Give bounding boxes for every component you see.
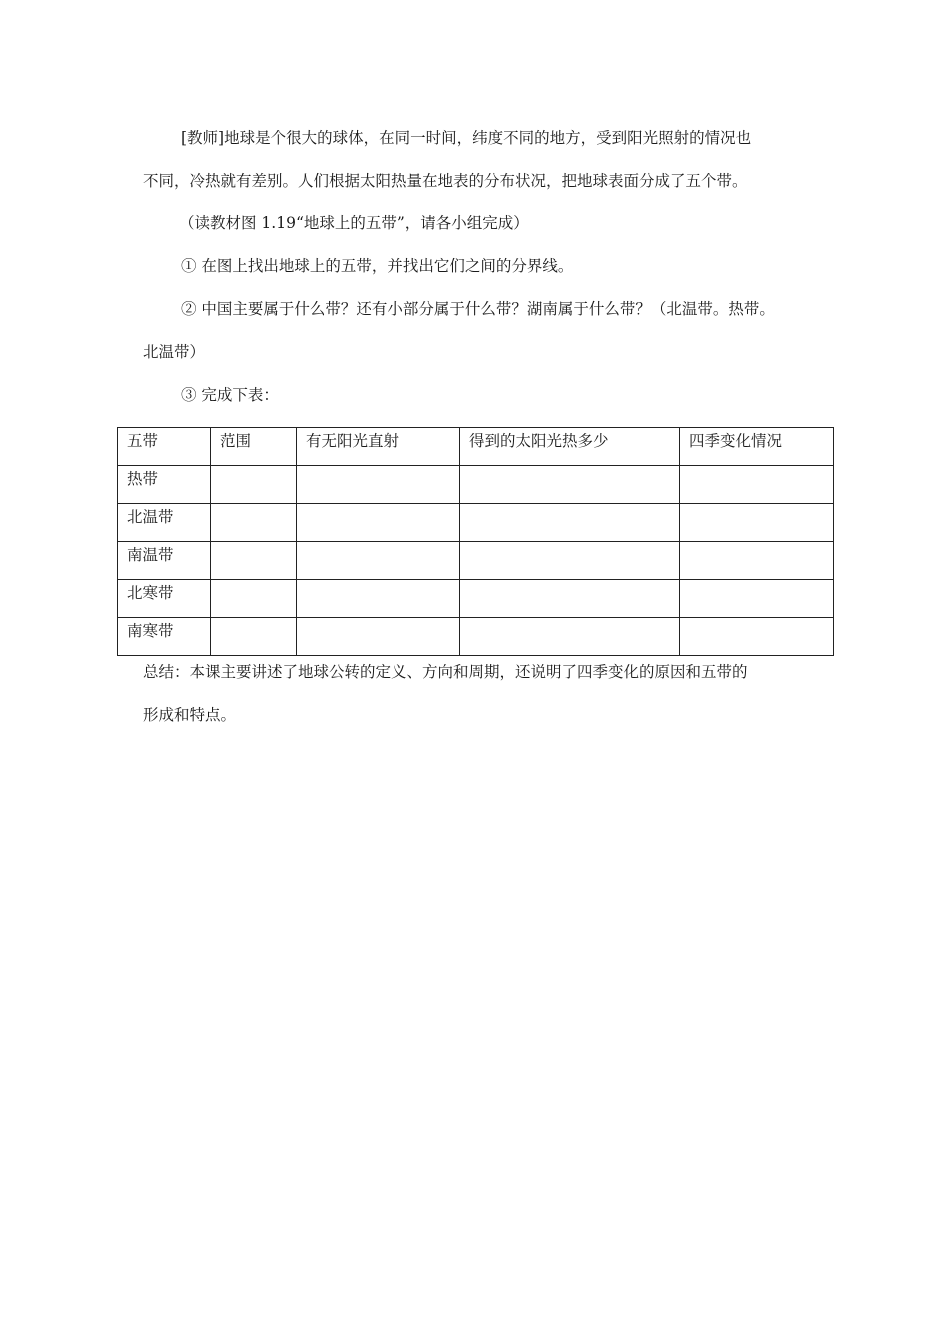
table-cell: [460, 580, 680, 618]
table-cell: [680, 580, 834, 618]
table-cell: [680, 504, 834, 542]
table-cell: [680, 466, 834, 504]
table-cell: [297, 466, 460, 504]
table-row: [118, 504, 834, 542]
table-cell: [297, 542, 460, 580]
table-header-cell: 得到的太阳光热多少: [460, 428, 680, 466]
table-cell: [211, 504, 297, 542]
table-cell: [297, 618, 460, 656]
table-row: [118, 618, 834, 656]
task-item-2-line-1: ② 中国主要属于什么带？还有小部分属于什么带？湖南属于什么带？（北温带。热带。: [181, 300, 775, 318]
table-header-cell: 四季变化情况: [680, 428, 834, 466]
table-row: [118, 580, 834, 618]
table-cell: [460, 542, 680, 580]
table-header-cell: 五带: [118, 428, 211, 466]
zone-name-cell: 热带: [118, 466, 211, 504]
table-header-row: [118, 428, 834, 466]
task-item-3: ③ 完成下表：: [181, 386, 279, 404]
summary-line-2: 形成和特点。: [143, 706, 237, 724]
table-cell: [297, 580, 460, 618]
zone-name-cell: 北寒带: [118, 580, 211, 618]
zone-name-cell: 南寒带: [118, 618, 211, 656]
table-cell: [680, 618, 834, 656]
table-cell: [211, 580, 297, 618]
table-cell: [460, 504, 680, 542]
table-cell: [297, 504, 460, 542]
table-cell: [211, 542, 297, 580]
table-cell: [211, 618, 297, 656]
summary-line-1: 总结：本课主要讲述了地球公转的定义、方向和周期，还说明了四季变化的原因和五带的: [143, 663, 748, 681]
five-zones-table: [117, 427, 834, 656]
table-row: [118, 542, 834, 580]
task-item-1: ① 在图上找出地球上的五带，并找出它们之间的分界线。: [181, 257, 574, 275]
paragraph-reading-instruction: （读教材图 1.19“地球上的五带”，请各小组完成）: [179, 214, 529, 232]
table-header-cell: 有无阳光直射: [297, 428, 460, 466]
table-cell: [211, 466, 297, 504]
table-header-cell: 范围: [211, 428, 297, 466]
table-cell: [460, 618, 680, 656]
table-cell: [680, 542, 834, 580]
paragraph-teacher-line-1: [教师]地球是个很大的球体，在同一时间，纬度不同的地方，受到阳光照射的情况也: [181, 129, 752, 147]
task-item-2-line-2: 北温带）: [143, 343, 206, 361]
paragraph-teacher-line-2: 不同，冷热就有差别。人们根据太阳热量在地表的分布状况，把地球表面分成了五个带。: [143, 172, 748, 190]
zone-name-cell: 北温带: [118, 504, 211, 542]
table-row: [118, 466, 834, 504]
table-cell: [460, 466, 680, 504]
zone-name-cell: 南温带: [118, 542, 211, 580]
